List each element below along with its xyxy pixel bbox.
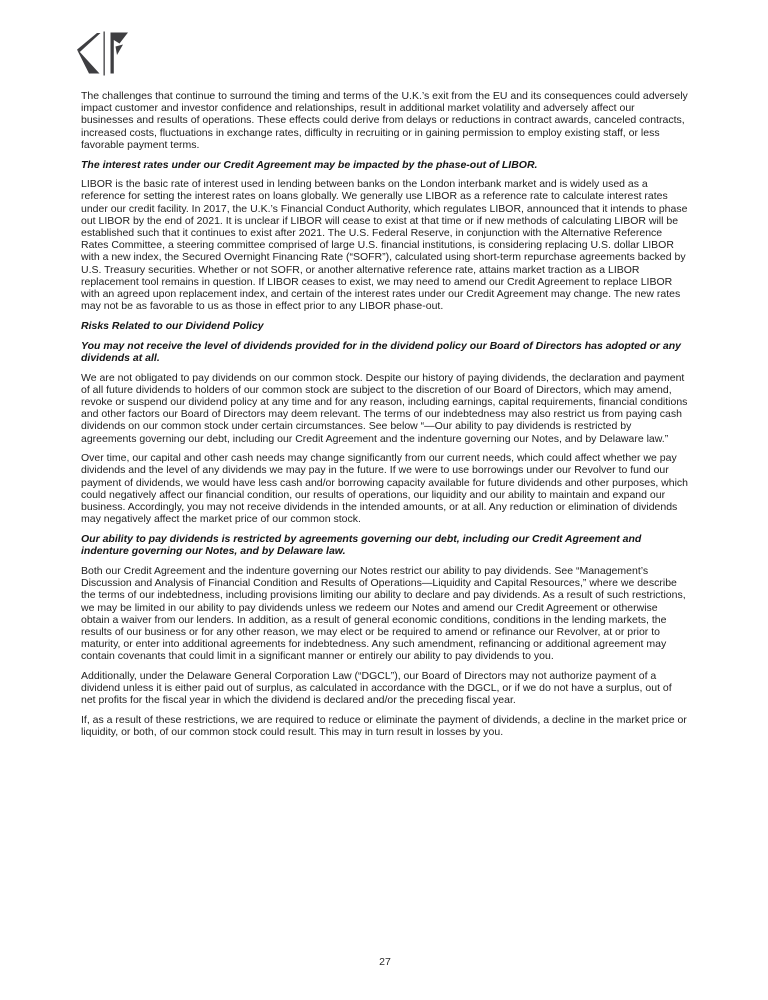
document-body [81,90,689,746]
kf-logo [76,31,130,76]
paragraph-restriction-result: If, as a result of these restrictions, we are required to reduce or eliminate the payment of dividends, a decline in the market price or liquidity, or both, of our common stock could result. This may in turn result in losses by you. [81,714,687,739]
heading-dividend-policy-risks: Risks Related to our Dividend Policy [81,319,264,332]
kf-monogram-icon [76,31,130,76]
page-number: 27 [379,956,391,968]
heading-libor-phase-out: The interest rates under our Credit Agreement may be impacted by the phase-out of LIBOR. [81,158,538,171]
paragraph-cash-needs: Over time, our capital and other cash needs may change significantly from our current needs, which could affect whether we pay dividends and the level of any dividends we may pay in the future. If we were to use borrowings under our Revolver to fund our payment of dividends, we would have less cash and/or borrowing capacity available for future dividends and other purposes, which could negatively affect our financial condition, our results of operations, our liquidity and our ability to maintain and expand our business. Accordingly, you may not receive dividends in the intended amounts, or at all. Any reduction or elimination of dividends may negatively affect the market price of our common stock. [81,452,689,526]
paragraph-brexit-consequences: The challenges that continue to surround the timing and terms of the U.K.’s exit from the EU and its consequences could adversely impact customer and investor confidence and relationships, result in additional market volatility and adversely affect our businesses and results of operations. These effects could derive from delays or reductions in contract awards, canceled contracts, increased costs, fluctuations in exchange rates, difficulty in recruiting or in gaining permission to employ existing staff, or less favorable payment terms. [81,90,688,151]
paragraph-debt-restrictions: Both our Credit Agreement and the indenture governing our Notes restrict our ability to pay dividends. See “Management’s Discussion and Analysis of Financial Condition and Results of Operations—Liquidity and Capital Resources,” where we describe the terms of our indebtedness, including provisions limiting our ability to declare and pay dividends. As a result of such restrictions, we may be limited in our ability to pay dividends unless we redeem our Notes and amend our Credit Agreement or otherwise obtain a waiver from our lenders. In addition, as a result of general economic conditions, conditions in the lending markets, the results of our business or for any other reason, we may elect or be required to amend or refinance our Revolver, at or prior to maturity, or enter into additional agreements for indebtedness. Any such amendment, refinancing or additional agreement may contain covenants that could limit in a significant manner or entirely our ability to pay dividends to you. [81,564,686,663]
paragraph-libor-details: LIBOR is the basic rate of interest used in lending between banks on the London interbank market and is widely used as a reference for setting the interest rates on loans globally. We generally use LIBOR as a reference rate to calculate interest rates under our credit facility. In 2017, the U.K.’s Financial Conduct Authority, which regulates LIBOR, announced that it intends to phase out LIBOR by the end of 2021. It is unclear if LIBOR will cease to exist at that time or if new methods of calculating LIBOR will be established such that it continues to exist after 2021. The U.S. Federal Reserve, in conjunction with the Alternative Reference Rates Committee, a steering committee comprised of large U.S. financial institutions, is considering replacing U.S. dollar LIBOR with a new index, the Secured Overnight Financing Rate (“SOFR”), calculated using short-term repurchase agreements backed by U.S. Treasury securities. Whether or not SOFR, or another alternative reference rate, attains market traction as a LIBOR replacement tool remains in question. If LIBOR ceases to exist, we may need to amend our Credit Agreement to replace LIBOR with an agreed upon replacement index, and certain of the interest rates under our Credit Agreement may change. The new rates may not be as favorable to us as those in effect prior to any LIBOR phase-out. [81,178,688,313]
heading-dividend-level-risk: You may not receive the level of dividends provided for in the dividend policy our Board of Directors has adopted or any dividends at all. [81,339,681,364]
paragraph-no-dividend-obligation: We are not obligated to pay dividends on our common stock. Despite our history of paying dividends, the declaration and payment of all future dividends to holders of our common stock are subject to the discretion of our Board of Directors, which may amend, revoke or suspend our dividend policy at any time and for any reason, including earnings, capital requirements, financial conditions and other factors our Board of Directors may deem relevant. The terms of our indebtedness may also restrict us from paying cash dividends on our common stock under certain circumstances. See below “—Our ability to pay dividends is restricted by agreements governing our debt, including our Credit Agreement and the indenture governing our Notes, and by Delaware law.” [81,371,688,445]
heading-dividend-restrictions: Our ability to pay dividends is restricted by agreements governing our debt, including our Credit Agreement and indenture governing our Notes, and by Delaware law. [81,533,642,558]
paragraph-dgcl: Additionally, under the Delaware General Corporation Law (“DGCL”), our Board of Directors may not authorize payment of a dividend unless it is either paid out of surplus, as calculated in accordance with the DGCL, or if we do not have a surplus, out of net profits for the fiscal year in which the dividend is declared and/or the preceding fiscal year. [81,670,672,707]
